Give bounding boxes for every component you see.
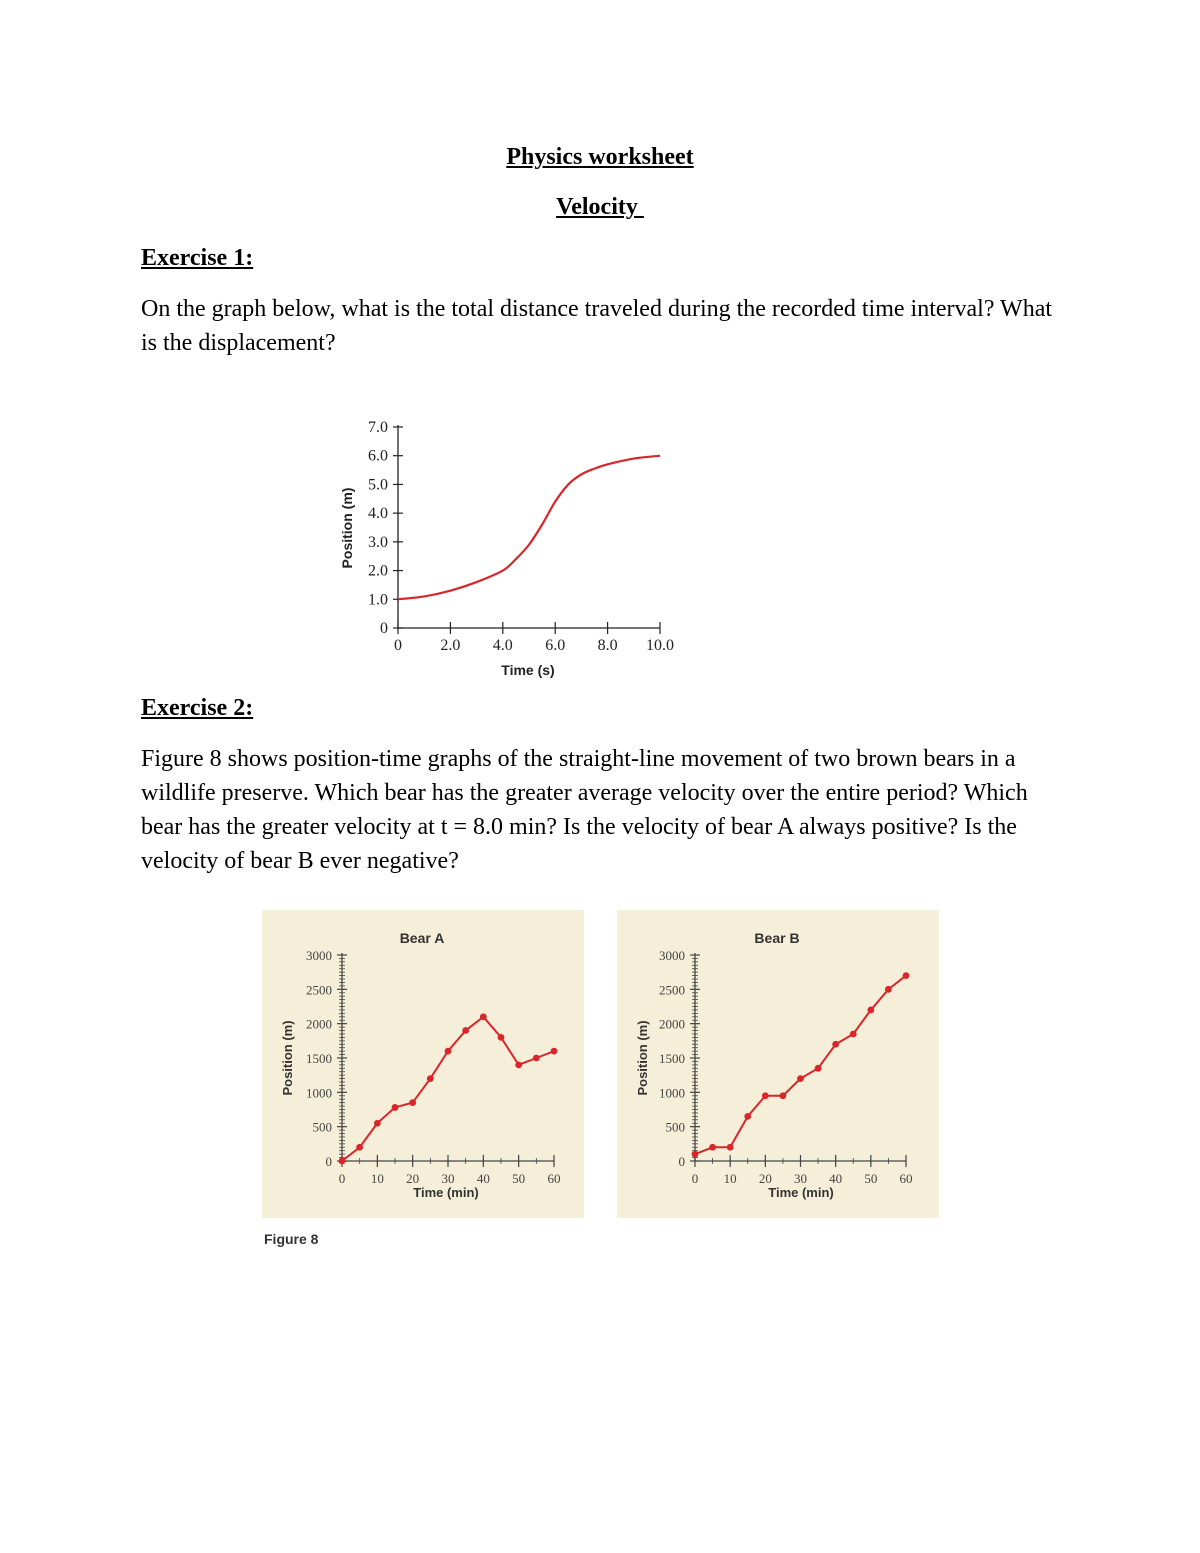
x-tick-label: 20 <box>758 1171 772 1186</box>
page-subtitle: Velocity <box>556 194 644 220</box>
y-tick-label: 6.0 <box>368 447 388 465</box>
x-tick-label: 8.0 <box>597 637 618 654</box>
data-point <box>867 1007 874 1014</box>
x-tick-label: 40 <box>829 1171 843 1186</box>
data-point <box>832 1041 839 1048</box>
y-tick-label: 3.0 <box>368 533 388 551</box>
page-title: Physics worksheet <box>506 144 694 170</box>
x-tick-label: 10 <box>723 1171 737 1186</box>
bear-b-title: Bear B <box>754 930 800 946</box>
data-point <box>445 1048 452 1055</box>
data-point <box>551 1048 558 1055</box>
data-point <box>515 1061 522 1068</box>
y-tick-label: 2000 <box>306 1016 332 1032</box>
data-point <box>339 1158 346 1165</box>
bear-a-y-axis-label: Position (m) <box>280 1020 295 1096</box>
x-tick-label: 2.0 <box>440 637 461 654</box>
x-tick-label: 50 <box>864 1171 878 1186</box>
data-point <box>409 1099 416 1106</box>
data-point <box>533 1055 540 1062</box>
y-tick-label: 5.0 <box>368 476 388 494</box>
data-point <box>815 1065 822 1072</box>
x-tick-label: 30 <box>441 1171 455 1186</box>
position-time-chart <box>330 410 690 700</box>
data-point <box>480 1013 487 1020</box>
data-point <box>850 1031 857 1038</box>
y-tick-label: 1.0 <box>368 591 388 609</box>
data-point <box>356 1144 363 1151</box>
y-tick-label: 0 <box>678 1154 685 1169</box>
data-point <box>744 1113 751 1120</box>
y-tick-label: 1000 <box>306 1085 332 1101</box>
exercise-2-heading: Exercise 2: <box>141 695 254 721</box>
exercise-1-text: On the graph below, what is the total distance traveled during the recorded time interval? What is the displacement? <box>141 296 1053 356</box>
bear-b-chart <box>617 910 939 1218</box>
x-tick-label: 0 <box>338 1171 346 1186</box>
y-tick-label: 2500 <box>306 982 332 998</box>
data-point <box>727 1144 734 1151</box>
y-tick-label: 0 <box>380 620 388 637</box>
y-tick-label: 3000 <box>659 948 685 963</box>
bear-a-title: Bear A <box>399 930 445 946</box>
data-point <box>903 972 910 979</box>
data-point <box>885 986 892 993</box>
x-tick-label: 0 <box>691 1171 699 1186</box>
y-tick-label: 3000 <box>306 948 332 963</box>
data-point <box>427 1075 434 1082</box>
x-tick-label: 30 <box>794 1171 807 1186</box>
data-point <box>392 1104 399 1111</box>
y-tick-label: 2000 <box>659 1016 685 1032</box>
bear-a-chart <box>262 910 584 1218</box>
data-point <box>692 1151 699 1158</box>
exercise-2-text: Figure 8 shows position-time graphs of the straight-line movement of two brown bears in a wildlife preserve. Which bear has the greater average velocity over the entire period? Which bear has the greater velocity at t = 8.0 min? Is the velocity of bear A always positive? Is the velocity of bear B ever negative? <box>141 746 1028 874</box>
data-point <box>498 1034 505 1041</box>
y-tick-label: 1500 <box>659 1051 685 1066</box>
data-point <box>780 1092 787 1099</box>
bear-a-x-axis-label: Time (min) <box>413 1185 479 1200</box>
data-point <box>797 1075 804 1082</box>
y-tick-label: 2.0 <box>368 562 388 580</box>
x-tick-label: 0 <box>394 637 402 654</box>
x-tick-label: 4.0 <box>492 637 513 654</box>
data-point <box>462 1027 469 1034</box>
bear-b-x-axis-label: Time (min) <box>768 1185 834 1200</box>
y-tick-label: 500 <box>665 1119 685 1135</box>
exercise-1-heading: Exercise 1: <box>141 245 254 271</box>
series-line <box>398 456 660 600</box>
x-tick-label: 10.0 <box>646 637 674 654</box>
y-tick-label: 1500 <box>306 1051 332 1066</box>
x-tick-label: 50 <box>512 1171 526 1186</box>
figure-caption: Figure 8 <box>264 1231 319 1247</box>
x-tick-label: 6.0 <box>545 637 566 654</box>
y-tick-label: 4.0 <box>368 505 388 523</box>
y-tick-label: 2500 <box>659 982 685 998</box>
y-tick-label: 7.0 <box>368 419 388 436</box>
x-tick-label: 10 <box>370 1171 384 1186</box>
data-point <box>709 1144 716 1151</box>
y-tick-label: 0 <box>325 1154 332 1169</box>
x-tick-label: 20 <box>406 1171 420 1186</box>
chart-y-axis-label: Position (m) <box>339 487 355 569</box>
x-tick-label: 40 <box>476 1171 490 1186</box>
data-point <box>762 1092 769 1099</box>
data-point <box>374 1120 381 1127</box>
x-tick-label: 60 <box>899 1171 913 1186</box>
bear-b-y-axis-label: Position (m) <box>635 1020 650 1096</box>
x-tick-label: 60 <box>547 1171 561 1186</box>
y-tick-label: 1000 <box>659 1085 685 1101</box>
chart-x-axis-label: Time (s) <box>501 662 555 678</box>
y-tick-label: 500 <box>312 1119 332 1135</box>
